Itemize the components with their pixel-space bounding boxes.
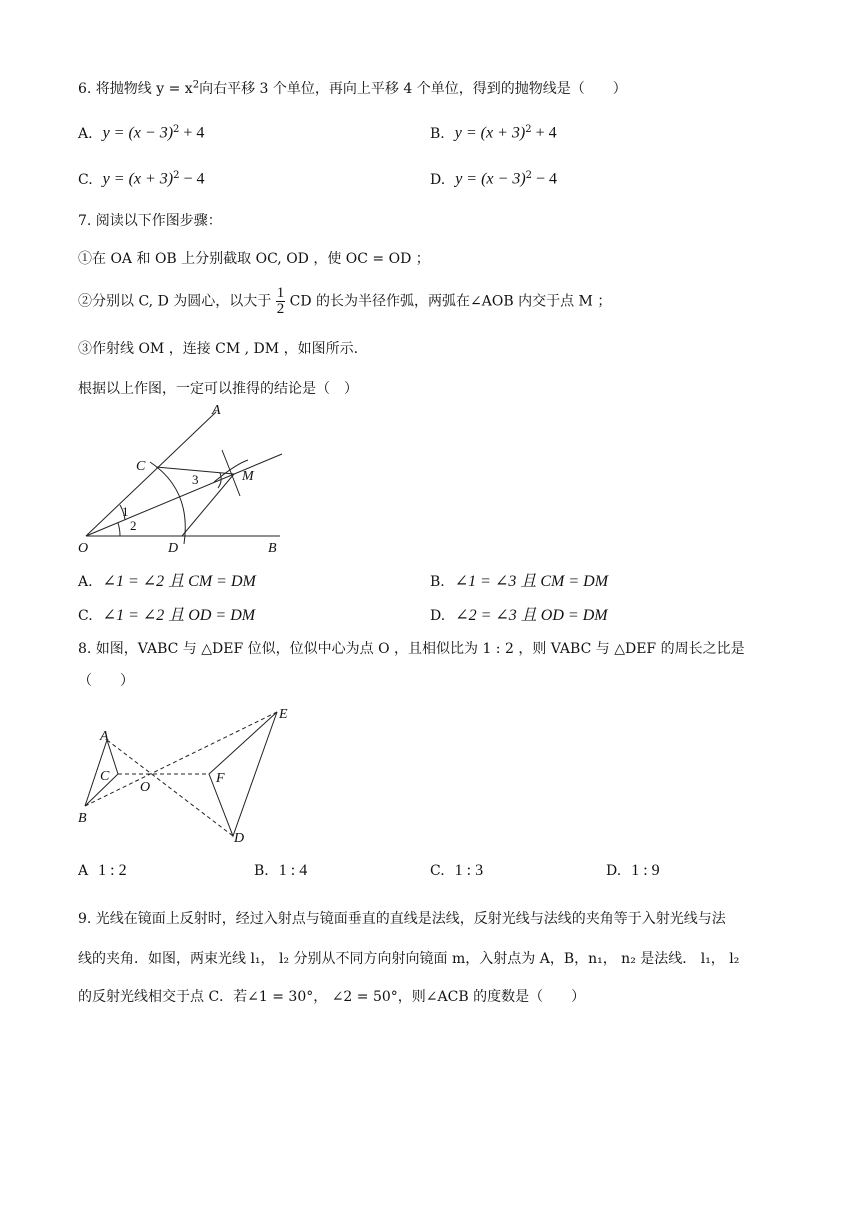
q7-figure <box>70 400 300 560</box>
label-d: D <box>168 541 179 556</box>
q7-option-a[interactable]: A. ∠1 = ∠2 且 CM = DM <box>78 573 256 590</box>
q8-stem-line1: 8. 如图，VABC 与 △DEF 位似，位似中心为点 O ，且相似比为 1 : 2 ，则 VABC 与 △DEF 的周长之比是 <box>78 641 745 657</box>
q7-step2: ②分别以 C, D 为圆心，以大于 $\frac{1}{2}$ CD 的长为半径作弧，两弧在∠AOB 内交于点 M ； <box>78 285 612 317</box>
q7-option-c[interactable]: C. ∠1 = ∠2 且 OD = DM <box>78 607 256 624</box>
label-o: O <box>78 541 89 556</box>
q6-option-a[interactable]: A. $y = (x - 3)^2 + 4$ <box>78 124 205 142</box>
q7-step1: ①在 OA 和 OB 上分别截取 OC, OD ，使 OC = OD ； <box>78 251 430 267</box>
label-c: C <box>136 459 146 474</box>
one-half-fraction: $\frac{1}{2}$ <box>276 285 285 317</box>
label-m: M <box>242 469 254 484</box>
q7-option-b[interactable]: B. ∠1 = ∠3 且 CM = DM <box>430 573 609 590</box>
segment-dm <box>182 474 234 536</box>
q9-line1: 9. 光线在镜面上反射时，经过入射点与镜面垂直的直线是法线，反射光线与法线的夹角等于入射光线与法 <box>78 911 726 927</box>
q8-stem-line2: （ ） <box>78 673 134 689</box>
label-3: 3 <box>192 472 199 487</box>
label-o: O <box>140 780 151 795</box>
q6-option-b[interactable]: B. $y = (x + 3)^2 + 4$ <box>430 124 557 142</box>
q7-option-d[interactable]: D. ∠2 = ∠3 且 OD = DM <box>430 607 608 624</box>
label-c: C <box>100 769 110 784</box>
q8-option-b[interactable]: B. 1 : 4 <box>254 862 308 879</box>
label-d: D <box>234 831 245 846</box>
q9-line3: 的反射光线相交于点 C．若∠1 = 30°， ∠2 = 50°，则∠ACB 的度数是（ ） <box>78 989 586 1005</box>
q6-option-d[interactable]: D. $y = (x - 3)^2 - 4$ <box>430 170 558 188</box>
label-f: F <box>216 771 225 786</box>
q8-option-a[interactable]: A 1 : 2 <box>78 862 127 879</box>
q6-option-c[interactable]: C. $y = (x + 3)^2 - 4$ <box>78 170 205 188</box>
q8-option-d[interactable]: D. 1 : 9 <box>606 862 660 879</box>
arc-centered-o <box>150 462 185 544</box>
label-2: 2 <box>130 518 137 533</box>
q7-step3: ③作射线 OM ，连接 CM , DM ，如图所示. <box>78 341 359 357</box>
label-a: A <box>100 729 109 744</box>
label-b: B <box>78 811 87 826</box>
q7-question: 根据以上作图，一定可以推得的结论是（ ） <box>78 381 358 397</box>
angle-arc-2 <box>118 523 120 536</box>
label-a: A <box>212 403 221 418</box>
q9-line2: 线的夹角．如图，两束光线 l₁， l₂ 分别从不同方向射向镜面 m，入射点为 A，B，n₁， n₂ 是法线． l₁， l₂ <box>78 951 740 967</box>
label-1: 1 <box>122 504 129 519</box>
q8-option-c[interactable]: C. 1 : 3 <box>430 862 484 879</box>
q7-stem: 7. 阅读以下作图步骤： <box>78 213 222 229</box>
q8-figure <box>70 700 300 850</box>
label-b: B <box>268 541 277 556</box>
q6-stem: 6. 将抛物线 $y = x^2$向右平移 3 个单位，再向上平移 4 个单位，得到的抛物线是（ ） <box>78 79 627 97</box>
label-e: E <box>279 707 288 722</box>
ray-om <box>86 454 282 536</box>
